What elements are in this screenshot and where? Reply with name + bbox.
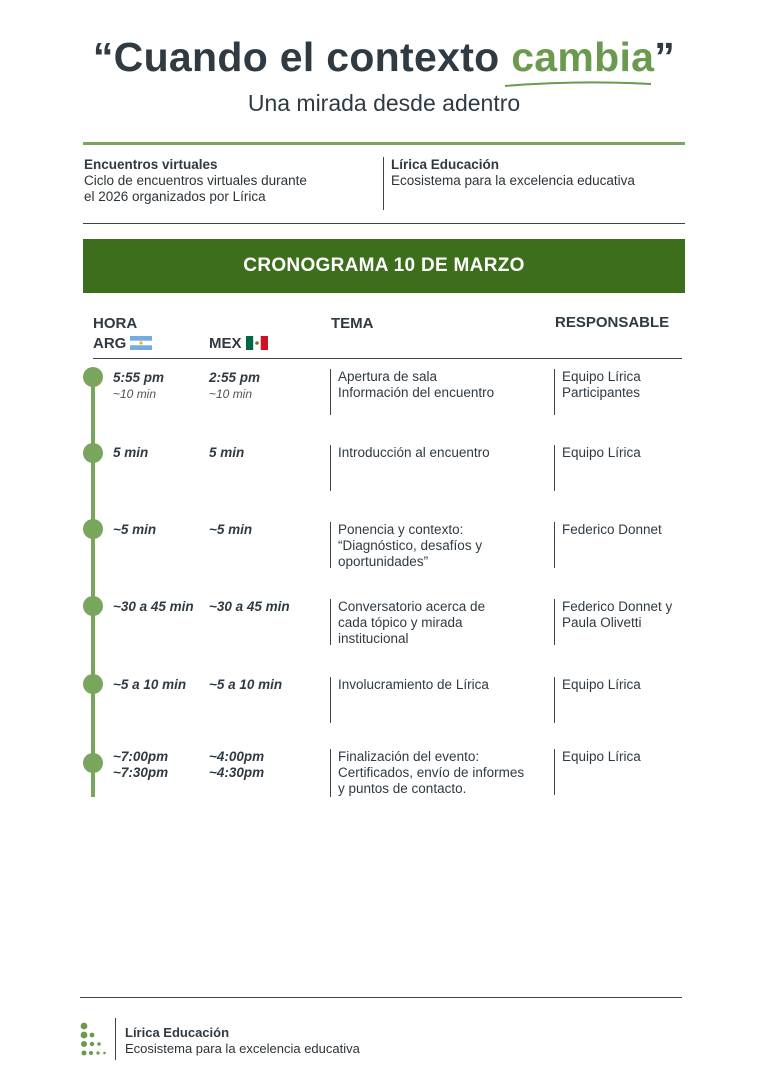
row-responsable [554, 599, 712, 645]
header-hora: HORA [93, 315, 138, 332]
row-tema [330, 445, 553, 491]
schedule-banner [83, 239, 685, 293]
footer-brand [125, 1025, 360, 1057]
tema-line: Conversatorio acerca de [338, 599, 486, 614]
row-arg-time: ~5 min [113, 522, 157, 537]
tema-line: Apertura de sala [338, 369, 438, 384]
responsable-line: Federico Donnet y [562, 599, 673, 614]
tema-line: Involucramiento de Lírica [338, 677, 489, 692]
arg-time-value: 5:55 pm [113, 370, 165, 385]
header-arg-label: ARG [93, 335, 127, 352]
tema-line: Ponencia y contexto: [338, 522, 464, 537]
row-responsable [554, 677, 712, 723]
row-mex-time: ~5 a 10 min [209, 677, 283, 692]
responsable-line: Equipo Lírica [562, 445, 641, 460]
header-responsable: RESPONSABLE [555, 314, 670, 331]
header-arg [93, 335, 152, 352]
row-tema [330, 599, 553, 645]
mexico-flag-icon [246, 336, 268, 350]
row-arg-time [113, 749, 168, 781]
mex-duration: ~10 min [209, 387, 253, 401]
row-tema [330, 677, 553, 723]
mex-time-start: ~4:00pm [209, 749, 265, 764]
timeline-dot [83, 674, 103, 694]
info-left-title: Encuentros virtuales [84, 157, 218, 172]
info-bottom-divider [83, 223, 685, 224]
footer-vertical-divider [115, 1018, 116, 1060]
responsable-line: Equipo Lírica [562, 369, 641, 384]
row-responsable [554, 522, 712, 568]
tema-line: Certificados, envío de informes [338, 765, 525, 780]
timeline-dot [83, 443, 103, 463]
header-mex-label: MEX [209, 335, 242, 352]
row-mex-time: ~5 min [209, 522, 253, 537]
row-tema [330, 369, 553, 415]
arg-time-end: ~7:30pm [113, 765, 169, 780]
row-tema [330, 749, 553, 797]
responsable-line: Paula Olivetti [562, 615, 642, 630]
tema-line: Finalización del evento: [338, 749, 480, 764]
header-divider [83, 142, 685, 145]
row-responsable [554, 749, 712, 795]
timeline-dot [83, 367, 103, 387]
tema-line: institucional [338, 631, 409, 646]
responsable-line: Equipo Lírica [562, 677, 641, 692]
footer-tagline: Ecosistema para la excelencia educativa [125, 1041, 360, 1056]
tema-line: cada tópico y mirada [338, 615, 463, 630]
row-arg-time [113, 370, 164, 402]
info-left-line2: el 2026 organizados por Lírica [84, 189, 266, 204]
page-title [0, 34, 768, 81]
info-right-line1: Ecosistema para la excelencia educativa [391, 173, 635, 188]
responsable-line: Participantes [562, 385, 641, 400]
responsable-line: Federico Donnet [562, 522, 662, 537]
timeline-line [91, 376, 95, 797]
row-mex-time: ~30 a 45 min [209, 599, 290, 614]
title-close-quote: ” [654, 34, 676, 80]
arg-time-start: ~7:00pm [113, 749, 169, 764]
title-underline-decoration [503, 80, 653, 88]
info-right [391, 157, 691, 189]
footer-title: Lírica Educación [125, 1025, 230, 1040]
row-mex-time [209, 749, 264, 781]
row-arg-time: ~30 a 45 min [113, 599, 194, 614]
info-right-title: Lírica Educación [391, 157, 500, 172]
row-tema [330, 522, 553, 568]
title-text: “Cuando el contexto [92, 34, 512, 80]
arg-duration: ~10 min [113, 387, 157, 401]
header-tema: TEMA [331, 315, 374, 332]
page-subtitle: Una mirada desde adentro [247, 90, 521, 116]
row-responsable [554, 369, 712, 415]
timeline-dot [83, 596, 103, 616]
mex-time-value: 2:55 pm [209, 370, 261, 385]
info-divider [383, 157, 384, 210]
header-mex [209, 335, 268, 352]
responsable-line: Equipo Lírica [562, 749, 641, 764]
banner-label: CRONOGRAMA 10 DE MARZO [243, 255, 525, 276]
row-arg-time: 5 min [113, 445, 149, 460]
lirica-logo-icon [79, 1022, 109, 1058]
tema-line: oportunidades” [338, 554, 429, 569]
row-mex-time: 5 min [209, 445, 245, 460]
info-left [84, 157, 369, 205]
tema-line: y puntos de contacto. [338, 781, 467, 796]
table-header-divider [93, 358, 682, 359]
argentina-flag-icon [130, 336, 152, 350]
footer-divider [80, 997, 682, 998]
row-mex-time [209, 370, 260, 402]
timeline-dot [83, 753, 103, 773]
tema-line: Introducción al encuentro [338, 445, 490, 460]
title-accent: cambia [511, 34, 655, 80]
mex-time-end: ~4:30pm [209, 765, 265, 780]
tema-line: Información del encuentro [338, 385, 495, 400]
timeline-dot [83, 519, 103, 539]
info-left-line1: Ciclo de encuentros virtuales durante [84, 173, 307, 188]
row-arg-time: ~5 a 10 min [113, 677, 187, 692]
tema-line: “Diagnóstico, desafíos y [338, 538, 483, 553]
row-responsable [554, 445, 712, 491]
